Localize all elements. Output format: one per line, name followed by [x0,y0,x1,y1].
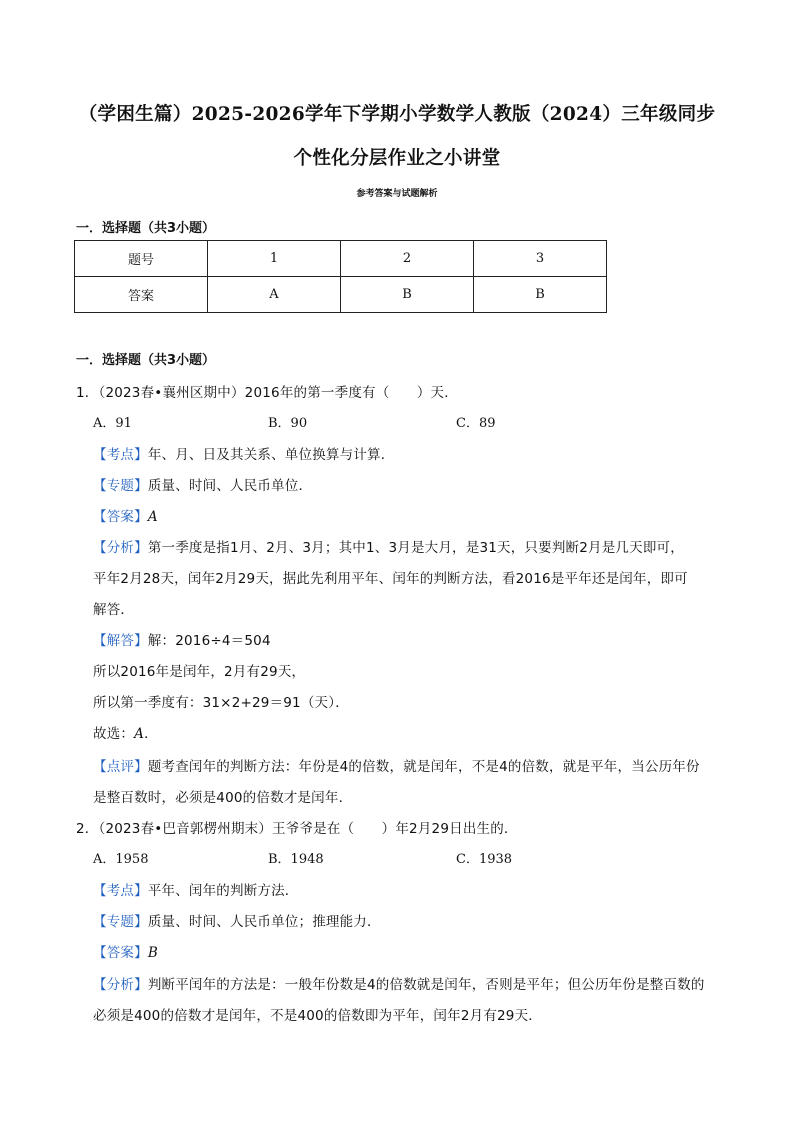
choice-value: A [134,726,145,742]
section-heading-questions: 一．选择题（共3小题） [76,353,216,368]
question-1-zhuanti [93,474,312,494]
question-1-analysis-line1 [93,536,684,556]
solution-tag: 【解答】 [93,633,148,649]
question-1-solution-line1 [93,629,271,649]
solution-text: 解：2016÷4＝504 [147,633,271,649]
table-row [75,241,607,277]
question-1-analysis-line2: 平年2月28天，闰年2月29天，据此先利用平年、闰年的判断方法，看2016是平年还是闰年，即可 [93,571,688,587]
kaodian-text: 平年、闰年的判断方法． [147,883,299,899]
answer-table [74,240,607,313]
answer-key-subtitle: 参考答案与试题解析 [356,189,438,199]
table-cell: B [341,277,474,313]
question-1-option-a: A．91 [93,416,132,431]
kaodian-tag: 【考点】 [93,447,148,463]
zhuanti-text: 质量、时间、人民币单位；推理能力． [147,914,381,930]
question-1-kaodian [93,443,394,463]
question-1-analysis-line3: 解答． [93,602,135,618]
question-2-answer [93,941,158,961]
analysis-tag: 【分析】 [93,540,148,556]
answer-value: B [147,945,158,961]
question-2-zhuanti [93,910,381,930]
analysis-tag: 【分析】 [93,977,148,993]
question-1-solution-line4 [93,722,158,742]
table-cell: 答案 [75,277,208,313]
table-cell: A [208,277,341,313]
question-2-option-c: C．1938 [456,852,513,867]
zhuanti-tag: 【专题】 [93,914,148,930]
document-title-line2: 个性化分层作业之小讲堂 [293,148,501,169]
question-1-answer [93,505,158,525]
zhuanti-text: 质量、时间、人民币单位． [147,478,313,494]
zhuanti-tag: 【专题】 [93,478,148,494]
question-2-analysis-line2: 必须是400的倍数才是闰年，不是400的倍数即为平年，闰年2月有29天． [93,1008,543,1024]
choice-suffix: ． [144,726,158,742]
analysis-text: 第一季度是指1月、2月、3月；其中1、3月是大月，是31天，只要判断2月是几天即可， [147,540,684,556]
question-2-option-b: B．1948 [268,852,324,867]
question-1-option-c: C．89 [456,416,496,431]
table-cell: 题号 [75,241,208,277]
comment-tag: 【点评】 [93,759,148,775]
kaodian-text: 年、月、日及其关系、单位换算与计算． [147,447,395,463]
question-1-stem: 1．（2023春•襄州区期中）2016年的第一季度有（ ）天． [76,385,458,401]
kaodian-tag: 【考点】 [93,883,148,899]
choice-prefix: 故选： [93,726,135,742]
comment-text: 题考查闰年的判断方法：年份是4的倍数，就是闰年，不是4的倍数，就是平年，当公历年份 [147,759,700,775]
question-2-option-a: A．1958 [93,852,149,867]
analysis-text: 判断平闰年的方法是：一般年份数是4的倍数就是闰年，否则是平年；但公历年份是整百数的 [147,977,705,993]
document-title-line1: （学困生篇）2025-2026学年下学期小学数学人教版（2024）三年级同步 [78,104,716,125]
question-1-option-b: B．90 [268,416,308,431]
table-cell: 3 [474,241,607,277]
answer-tag: 【答案】 [93,945,148,961]
table-cell: B [474,277,607,313]
table-cell: 1 [208,241,341,277]
question-1-comment-line2: 是整百数时，必须是400的倍数才是闰年． [93,790,353,806]
table-cell: 2 [341,241,474,277]
question-2-analysis-line1 [93,973,705,993]
section-heading-answers: 一．选择题（共3小题） [76,221,216,236]
question-2-kaodian [93,879,299,899]
question-1-comment-line1 [93,755,700,775]
question-1-solution-line2: 所以2016年是闰年，2月有29天， [93,664,306,680]
table-row [75,277,607,313]
question-1-solution-line3: 所以第一季度有：31×2+29＝91（天）． [93,695,349,711]
answer-value: A [147,509,158,525]
answer-tag: 【答案】 [93,509,148,525]
question-2-stem: 2．（2023春•巴音郭楞州期末）王爷爷是在（ ）年2月29日出生的． [76,821,518,837]
